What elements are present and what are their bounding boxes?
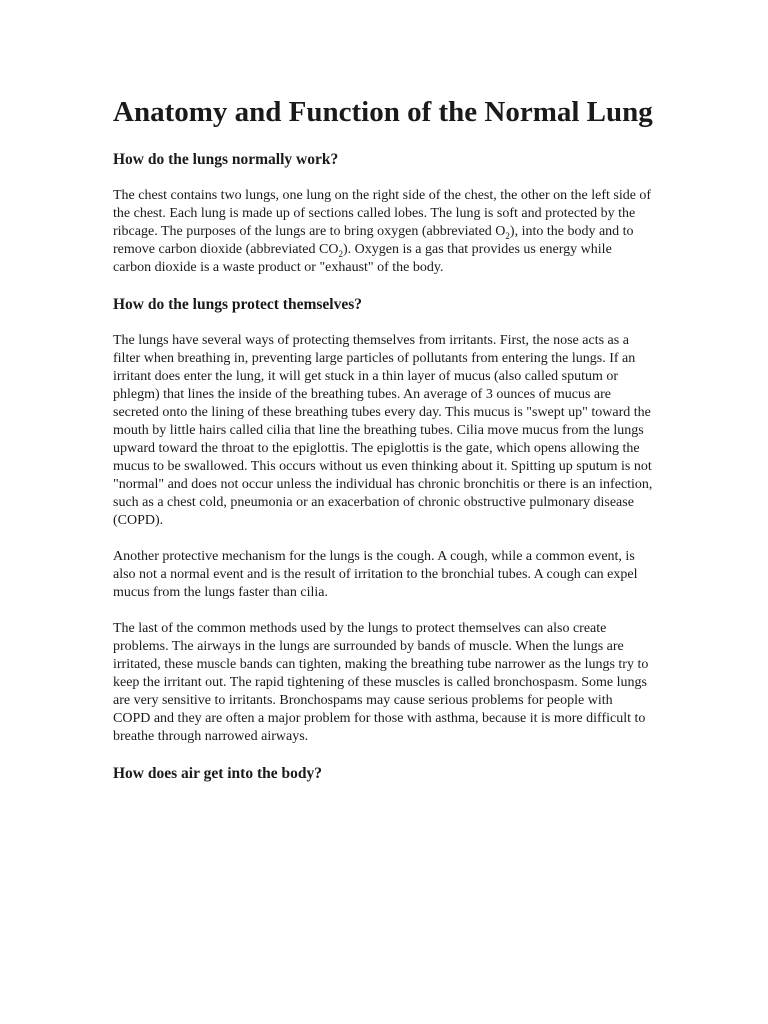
subscript-o2: 2 <box>505 230 510 241</box>
paragraph-bronchospasm: The last of the common methods used by the lungs to protect themselves can also create problems. The airways in the lungs are surrounded by bands of muscle. When the lungs are irritated, these muscle bands can tighten, making the breathing tube narrower as the lungs try to keep the irritant out. The rapid tightening of these muscles is called bronchospasm. Some lungs are very sensitive to irritants. Bronchospams may cause serious problems for people with COPD and they are often a major problem for those with asthma, because it is more difficult to breathe through narrowed airways. <box>113 621 649 744</box>
paragraph-text: ), into the body and to remove carbon dioxide (abbreviated CO <box>113 224 634 257</box>
paragraph-text: ). Oxygen is a gas that provides us energy while carbon dioxide is a waste product or "exhaust" of the body. <box>113 242 612 275</box>
section-heading-lungs-work: How do the lungs normally work? <box>113 151 339 168</box>
paragraph-text: The chest contains two lungs, one lung on the right side of the chest, the other on the left side of the chest. Each lung is made up of sections called lobes. The lung is soft and protected by the ribcage. The purposes of the lungs are to bring oxygen (abbreviated O <box>113 188 652 239</box>
section-heading-lungs-protect: How do the lungs protect themselves? <box>113 296 362 313</box>
document-page <box>113 94 653 801</box>
document-title: Anatomy and Function of the Normal Lung <box>113 96 653 128</box>
paragraph-lungs-work <box>113 187 653 277</box>
paragraph-cough: Another protective mechanism for the lungs is the cough. A cough, while a common event, is also not a normal event and is the result of irritation to the bronchial tubes. A cough can expel mucus from the lungs faster than cilia. <box>113 549 638 600</box>
section-heading-air-into-body: How does air get into the body? <box>113 765 322 782</box>
paragraph-irritants: The lungs have several ways of protecting themselves from irritants. First, the nose acts as a filter when breathing in, preventing large particles of pollutants from entering the lungs. If an irritant does enter the lung, it will get stuck in a thin layer of mucus (also called sputum or phlegm) that lines the inside of the breathing tubes. An average of 3 ounces of mucus are secreted onto the lining of these breathing tubes every day. This mucus is "swept up" toward the mouth by little hairs called cilia that line the breathing tubes. Cilia move mucus from the lungs upward toward the throat to the epiglottis. The epiglottis is the gate, which opens allowing the mucus to be swallowed. This occurs without us even thinking about it. Spitting up sputum is not "normal" and does not occur unless the individual has chronic bronchitis or there is an infection, such as a chest cold, pneumonia or an exacerbation of chronic obstructive pulmonary disease (COPD). <box>113 333 653 528</box>
subscript-co2: 2 <box>338 248 343 259</box>
